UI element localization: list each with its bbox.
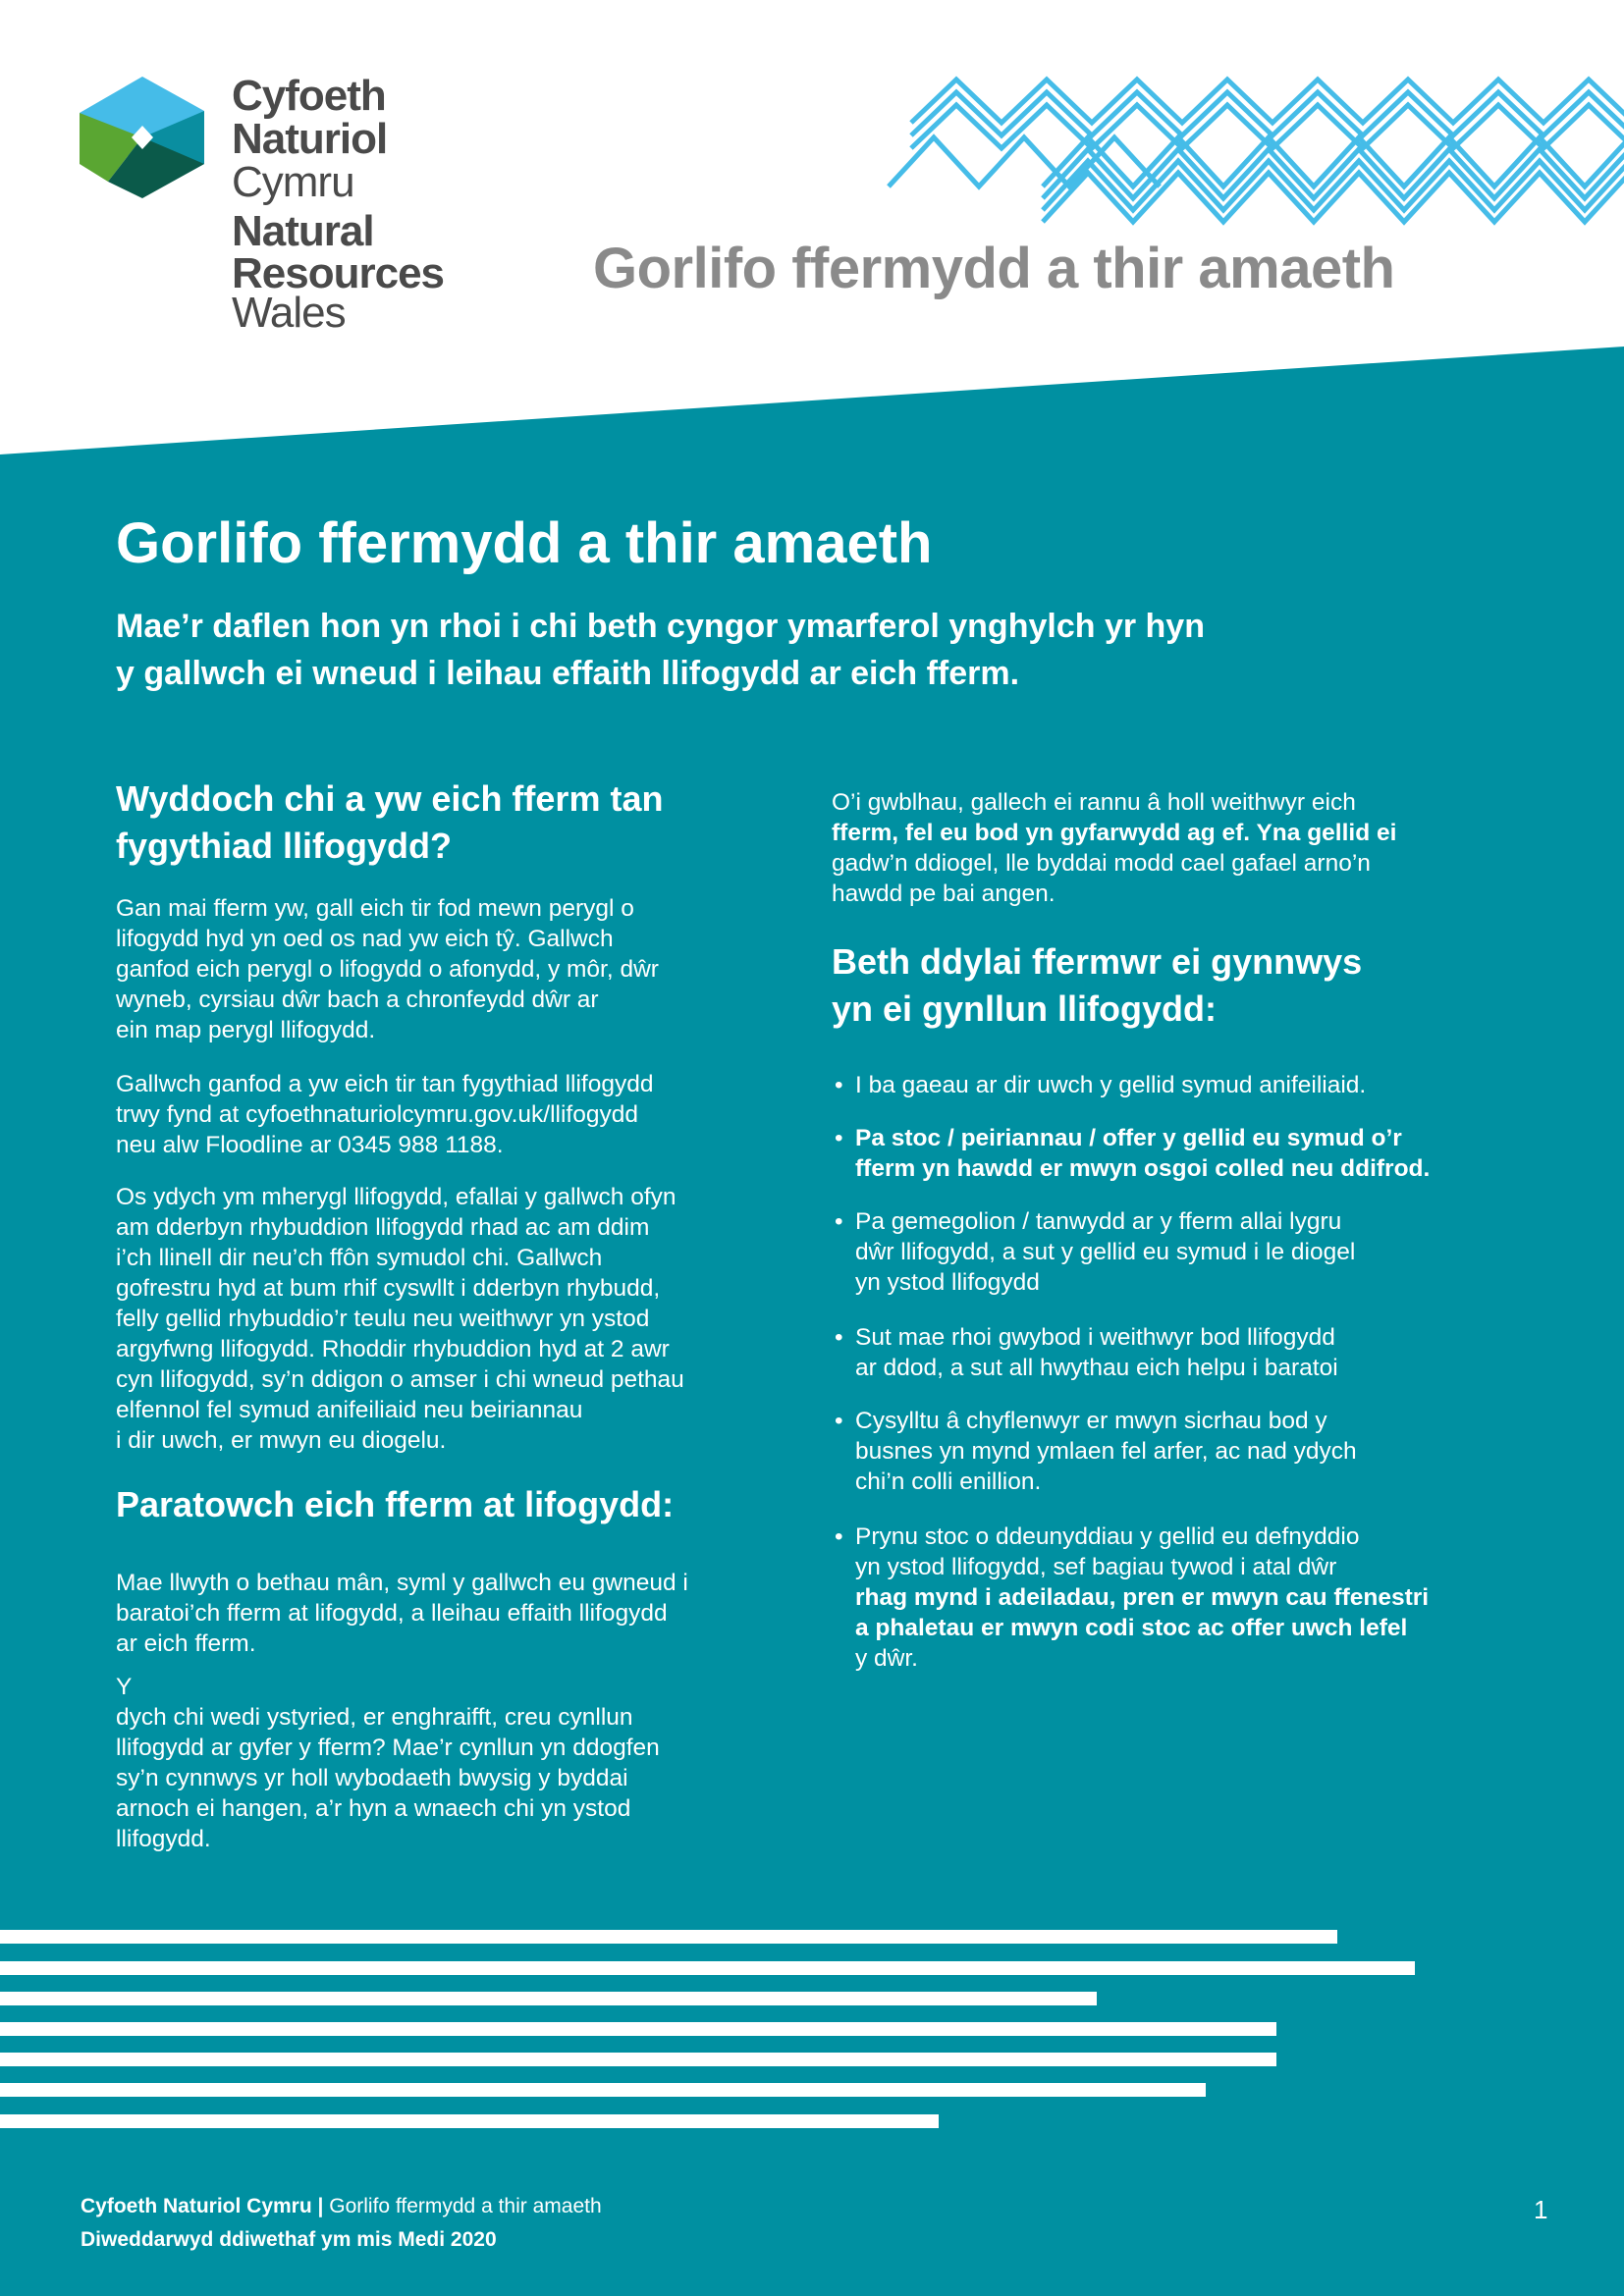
footer-doc-title: Gorlifo ffermydd a thir amaeth [329, 2195, 602, 2217]
text-line: Gallwch ganfod a yw eich tir tan fygythiad llifogydd [116, 1071, 654, 1097]
paragraph [832, 787, 1396, 909]
list-item-text [855, 1322, 1338, 1383]
section-heading-prepare-farm [116, 1481, 674, 1528]
list-item [835, 1123, 1430, 1184]
page-number: 1 [1534, 2195, 1548, 2224]
text-line: Gan mai fferm yw, gall eich tir fod mewn perygl o [116, 895, 634, 922]
zigzag-wave-decoration [0, 0, 1624, 226]
footer-title [81, 2195, 602, 2218]
text-line: i’ch llinell dir neu’ch ffôn symudol chi. Gallwch [116, 1245, 603, 1271]
text-line: Pa stoc / peiriannau / offer y gellid eu symud o’r [855, 1125, 1402, 1151]
text-line: ar eich fferm. [116, 1630, 256, 1657]
subtitle-line: y gallwch ei wneud i leihau effaith llifogydd ar eich fferm. [116, 655, 1020, 692]
text-line: gofrestru hyd at bum rhif cyswllt i dderbyn rhybudd, [116, 1275, 661, 1302]
text-line: wyneb, cyrsiau dŵr bach a chronfeydd dŵr ar [116, 987, 599, 1013]
text-line: argyfwng llifogydd. Rhoddir rhybuddion hyd at 2 awr [116, 1336, 670, 1362]
text-line: sy’n cynnwys yr holl wybodaeth bwysig y byddai [116, 1765, 628, 1791]
logo-text-wales: Wales [232, 289, 346, 337]
text-line: gadw’n ddiogel, lle byddai modd cael gafael arno’n [832, 850, 1371, 877]
header-title: Gorlifo ffermydd a thir amaeth [593, 237, 1395, 300]
text-line: lifogydd hyd yn oed os nad yw eich tŷ. Gallwch [116, 926, 614, 952]
logo-text-natural: Natural [232, 207, 374, 255]
text-line: Cysylltu â chyflenwyr er mwyn sicrhau bod y [855, 1408, 1327, 1434]
list-item-text [855, 1406, 1357, 1497]
text-line: ganfod eich perygl o lifogydd o afonydd, y môr, dŵr [116, 956, 659, 983]
list-item [835, 1070, 1366, 1100]
bullet-icon: • [835, 1324, 843, 1351]
subtitle-line: Mae’r daflen hon yn rhoi i chi beth cyngor ymarferol ynghylch yr hyn [116, 608, 1205, 645]
paragraph [116, 1182, 684, 1456]
text-line: busnes yn mynd ymlaen fel arfer, ac nad ydych [855, 1438, 1357, 1465]
text-line: dŵr llifogydd, a sut y gellid eu symud i le diogel [855, 1239, 1356, 1265]
decorative-stripe [0, 2053, 1276, 2066]
text-line: Beth ddylai ffermwr ei gynnwys [832, 941, 1363, 982]
text-line: llifogydd ar gyfer y fferm? Mae’r cynllun yn ddogfen [116, 1735, 660, 1761]
text-line: ein map perygl llifogydd. [116, 1017, 376, 1043]
text-line: dych chi wedi ystyried, er enghraifft, creu cynllun [116, 1704, 633, 1731]
section-heading-flood-plan [832, 938, 1362, 1033]
footer-org: Cyfoeth Naturiol Cymru | [81, 2195, 330, 2217]
text-line: yn ystod llifogydd, sef bagiau tywod i atal dŵr [855, 1554, 1337, 1580]
decorative-stripe [0, 2114, 939, 2128]
list-item-text [855, 1522, 1429, 1674]
text-line: am dderbyn rhybuddion llifogydd rhad ac am ddim [116, 1214, 650, 1241]
text-line: neu alw Floodline ar 0345 988 1188. [116, 1132, 504, 1158]
text-line: Pa gemegolion / tanwydd ar y fferm allai lygru [855, 1208, 1342, 1235]
bullet-icon: • [835, 1408, 843, 1434]
list-item [835, 1206, 1355, 1298]
list-item-text [855, 1070, 1366, 1100]
text-line: O’i gwblhau, gallech ei rannu â holl weithwyr eich [832, 789, 1356, 816]
text-line: hawdd pe bai angen. [832, 881, 1056, 907]
text-line: trwy fynd at cyfoethnaturiolcymru.gov.uk/llifogydd [116, 1101, 638, 1128]
paragraph [116, 1069, 653, 1160]
text-line: cyn llifogydd, sy’n ddigon o amser i chi wneud pethau [116, 1366, 684, 1393]
paragraph [116, 1672, 660, 1854]
list-item [835, 1406, 1357, 1497]
text-line: elfennol fel symud anifeiliaid neu beiriannau [116, 1397, 583, 1423]
paragraph [116, 893, 659, 1045]
text-line: yn ystod llifogydd [855, 1269, 1040, 1296]
text-line: Sut mae rhoi gwybod i weithwyr bod llifogydd [855, 1324, 1335, 1351]
logo-text-cymru: Cymru [232, 158, 354, 206]
text-line: baratoi’ch fferm at lifogydd, a lleihau effaith llifogydd [116, 1600, 668, 1627]
list-item [835, 1322, 1338, 1383]
decorative-stripe [0, 1930, 1337, 1944]
decorative-stripe [0, 2083, 1206, 2097]
bullet-icon: • [835, 1523, 843, 1550]
text-line: Prynu stoc o ddeunyddiau y gellid eu defnyddio [855, 1523, 1360, 1550]
decorative-stripe [0, 2022, 1276, 2036]
logo-text-resources: Resources [232, 249, 445, 297]
text-line: i dir uwch, er mwyn eu diogelu. [116, 1427, 447, 1454]
list-item [835, 1522, 1429, 1674]
bullet-icon: • [835, 1208, 843, 1235]
text-line: llifogydd. [116, 1826, 211, 1852]
paragraph [116, 1568, 688, 1659]
section-heading-flood-risk [116, 775, 663, 870]
list-item-text [855, 1206, 1355, 1298]
text-line: yn ei gynllun llifogydd: [832, 988, 1217, 1029]
bullet-icon: • [835, 1125, 843, 1151]
text-line: arnoch ei hangen, a’r hyn a wnaech chi yn ystod [116, 1795, 631, 1822]
text-line: ar ddod, a sut all hwythau eich helpu i baratoi [855, 1355, 1338, 1381]
text-line: I ba gaeau ar dir uwch y gellid symud anifeiliaid. [855, 1072, 1367, 1098]
text-line: y dŵr. [855, 1645, 918, 1672]
decorative-stripe [0, 1961, 1415, 1975]
text-line: Wyddoch chi a yw eich fferm tan [116, 778, 664, 819]
text-line: fferm, fel eu bod yn gyfarwydd ag ef. Yna gellid ei [832, 820, 1397, 846]
zigzag-line [889, 137, 1160, 187]
page-title: Gorlifo ffermydd a thir amaeth [116, 511, 933, 575]
text-line: chi’n colli enillion. [855, 1468, 1042, 1495]
bullet-icon: • [835, 1072, 843, 1098]
text-line: Y [116, 1674, 133, 1700]
footer-updated: Diweddarwyd ddiwethaf ym mis Medi 2020 [81, 2228, 497, 2251]
text-line: Os ydych ym mherygl llifogydd, efallai y gallwch ofyn [116, 1184, 677, 1210]
text-line: rhag mynd i adeiladau, pren er mwyn cau ffenestri [855, 1584, 1430, 1611]
text-line: fferm yn hawdd er mwyn osgoi colled neu ddifrod. [855, 1155, 1431, 1182]
decorative-stripe [0, 1992, 1097, 2005]
logo-text-cyfoeth: Cyfoeth [232, 72, 386, 120]
list-item-text [855, 1123, 1430, 1184]
text-line: felly gellid rhybuddio’r teulu neu weithwyr yn ystod [116, 1306, 650, 1332]
text-line: Mae llwyth o bethau mân, syml y gallwch eu gwneud i [116, 1570, 688, 1596]
text-line: fygythiad llifogydd? [116, 826, 452, 866]
text-line: Paratowch eich fferm at lifogydd: [116, 1484, 675, 1524]
logo-text-naturiol: Naturiol [232, 115, 388, 163]
text-line: a phaletau er mwyn codi stoc ac offer uwch lefel [855, 1615, 1408, 1641]
